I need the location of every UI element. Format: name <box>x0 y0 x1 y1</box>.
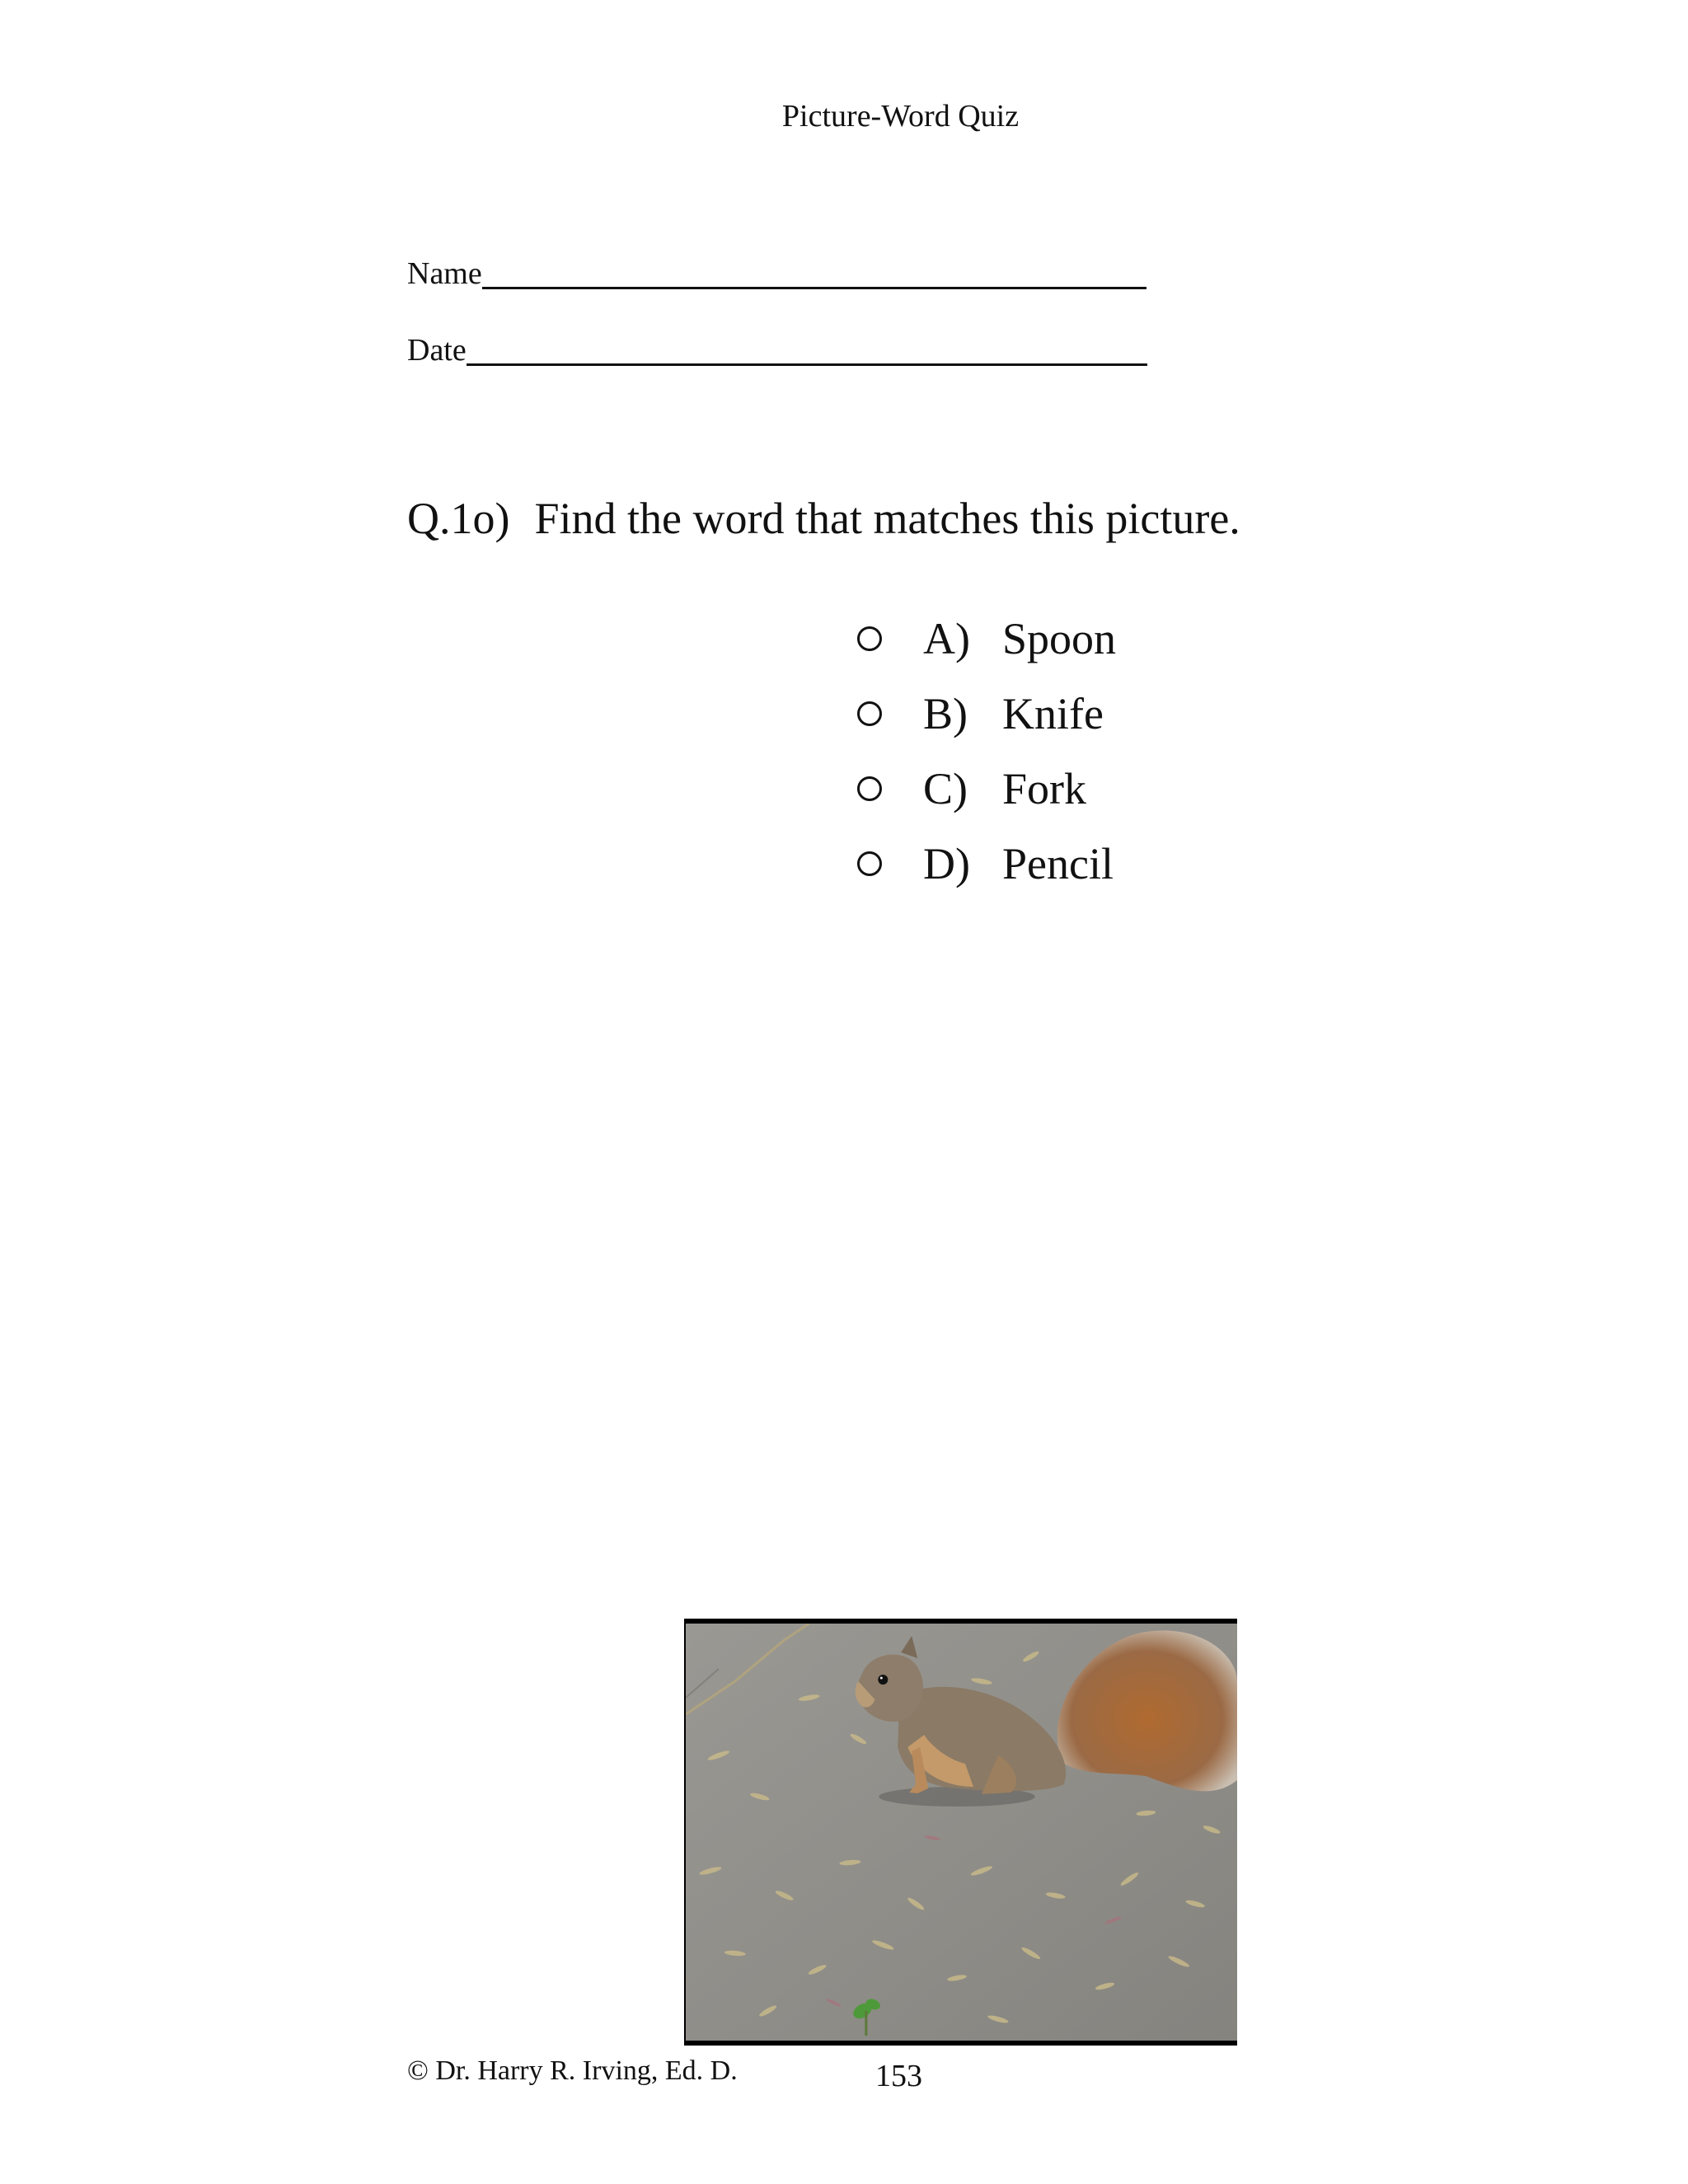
option-word: Fork <box>1002 764 1087 813</box>
option-letter: C) <box>923 764 968 813</box>
radio-circle-icon[interactable] <box>857 776 882 801</box>
option-letter: A) <box>923 614 970 663</box>
option-b[interactable] <box>857 689 1104 738</box>
name-label: Name <box>407 256 482 291</box>
copyright-notice: © Dr. Harry R. Irving, Ed. D. <box>407 2055 738 2086</box>
option-letter: D) <box>923 839 970 888</box>
date-blank-line[interactable] <box>467 332 1147 366</box>
question-number: Q.1o) <box>407 494 510 543</box>
option-letter: B) <box>923 689 968 738</box>
name-blank-line[interactable] <box>482 255 1146 289</box>
page-number: 153 <box>875 2059 922 2093</box>
date-field[interactable] <box>407 332 1147 366</box>
radio-circle-icon[interactable] <box>857 851 882 876</box>
option-d[interactable] <box>857 839 1114 888</box>
option-c[interactable] <box>857 764 1086 813</box>
option-word: Knife <box>1002 689 1104 738</box>
option-a[interactable] <box>857 614 1116 663</box>
squirrel-illustration <box>686 1624 1237 2041</box>
name-field[interactable] <box>407 255 1146 289</box>
radio-circle-icon[interactable] <box>857 626 882 651</box>
page-title: Picture-Word Quiz <box>781 99 1020 134</box>
option-word: Spoon <box>1002 614 1117 663</box>
squirrel-photo <box>684 1619 1237 2046</box>
question-prompt <box>407 496 1240 541</box>
question-text: Find the word that matches this picture. <box>534 494 1240 543</box>
radio-circle-icon[interactable] <box>857 701 882 726</box>
option-word: Pencil <box>1002 839 1114 888</box>
date-label: Date <box>407 333 467 368</box>
